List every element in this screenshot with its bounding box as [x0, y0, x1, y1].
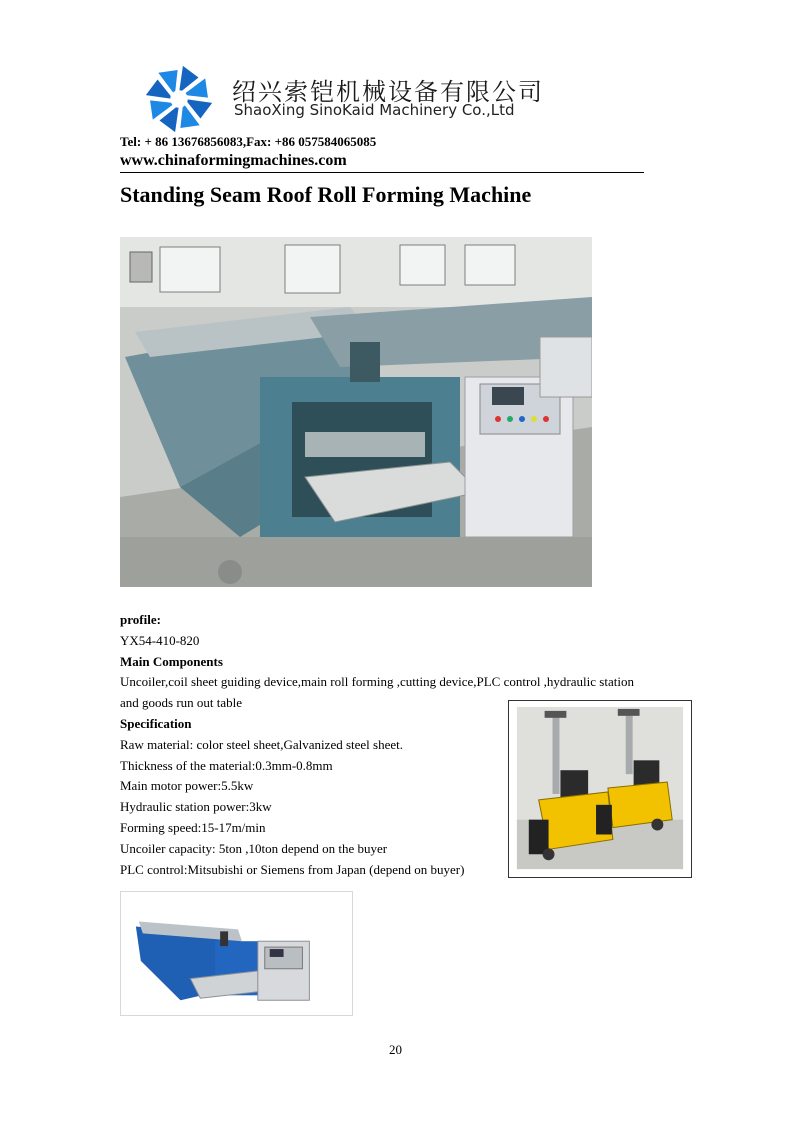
- machine-thumbnail-photo: [120, 891, 353, 1016]
- contact-line: Tel: + 86 13676856083,Fax: +86 057584065085: [120, 134, 377, 149]
- components-label: Main Components: [120, 653, 223, 669]
- company-name-english: ShaoXing SinoKaid Machinery Co.,Ltd: [234, 101, 515, 119]
- spec-item: Uncoiler capacity: 5ton ,10ton depend on the buyer: [120, 840, 388, 856]
- page-title: Standing Seam Roof Roll Forming Machine: [120, 182, 532, 207]
- page-number: 20: [389, 1042, 402, 1057]
- profile-label: profile:: [120, 612, 161, 627]
- components-text-line1: Uncoiler,coil sheet guiding device,main roll forming ,cutting device,PLC control ,hydraulic station: [120, 674, 634, 690]
- spec-item: Hydraulic station power:3kw: [120, 799, 272, 815]
- spec-item: Forming speed:15-17m/min: [120, 819, 266, 835]
- company-logo: [140, 60, 218, 138]
- seaming-tools-photo: [508, 700, 692, 878]
- spec-item: Main motor power:5.5kw: [120, 778, 254, 794]
- spec-item: Raw material: color steel sheet,Galvanized steel sheet.: [120, 736, 403, 752]
- website-url: www.chinaformingmachines.com: [120, 152, 347, 169]
- specification-label: Specification: [120, 715, 192, 731]
- spec-item: PLC control:Mitsubishi or Siemens from Japan (depend on buyer): [120, 861, 465, 877]
- header-divider: [120, 172, 644, 173]
- machine-photo: [120, 237, 592, 587]
- components-text-line2: and goods run out table: [120, 695, 243, 711]
- profile-value: YX54-410-820: [120, 632, 200, 648]
- company-name-chinese: 绍兴索铠机械设备有限公司: [232, 78, 544, 106]
- spec-item: Thickness of the material:0.3mm-0.8mm: [120, 757, 333, 773]
